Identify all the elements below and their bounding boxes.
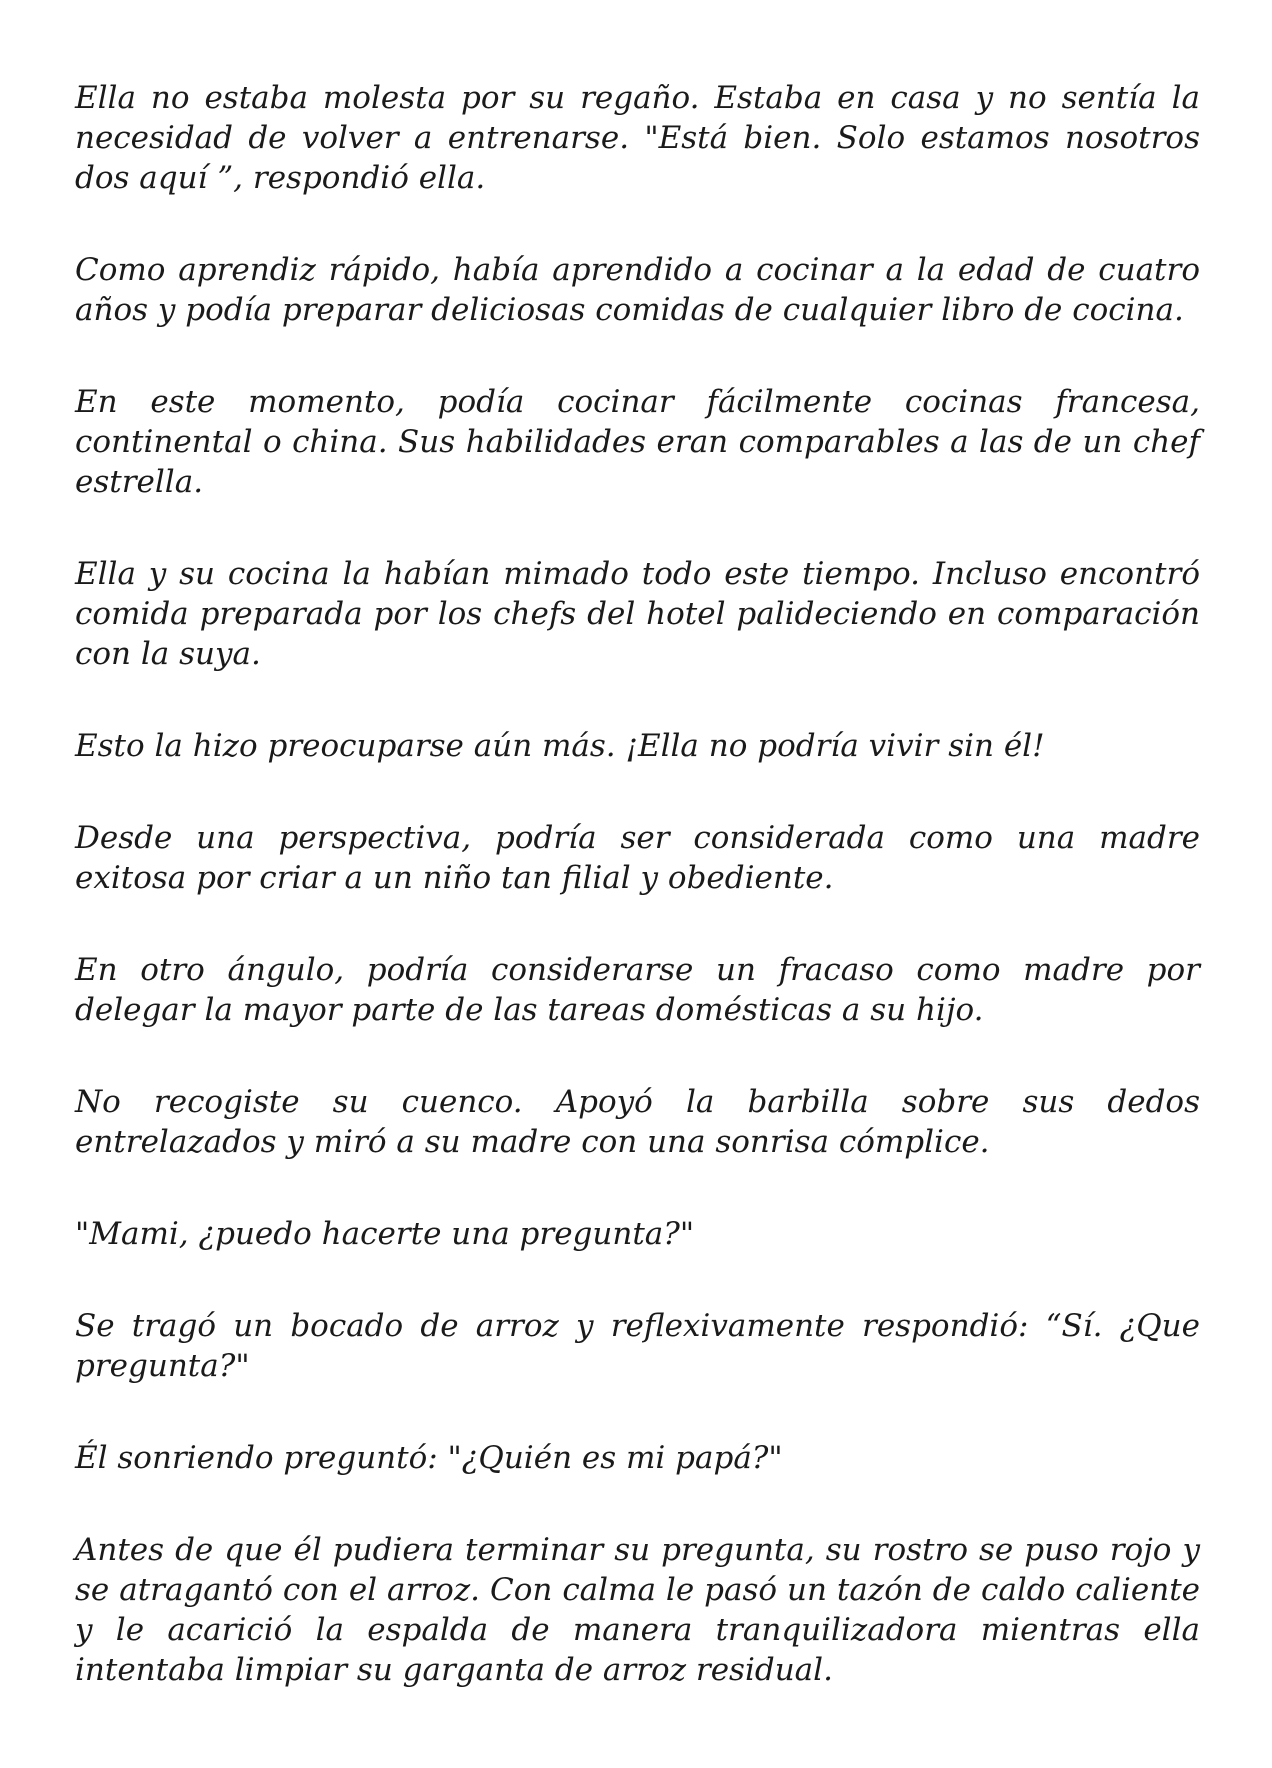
paragraph-11: Él sonriendo preguntó: "¿Quién es mi papá?": [75, 1440, 783, 1476]
paragraph-12: Antes de que él pudiera terminar su pregunta, su rostro se puso rojo y se atragantó con el arroz. Con calma le pasó un tazón de caldo caliente y le acarició la espalda de manera tranquilizadora mientras ella intentaba limpiar su garganta de arroz residual.: [75, 1532, 1200, 1688]
paragraph-7: En otro ángulo, podría considerarse un fracaso como madre por delegar la mayor parte de las tareas domésticas a su hijo.: [75, 952, 1200, 1028]
paragraph-1: Ella no estaba molesta por su regaño. Estaba en casa y no sentía la necesidad de volver a entrenarse. "Está bien. Solo estamos nosotros dos aquí ”, respondió ella.: [75, 80, 1200, 196]
paragraph-3: En este momento, podía cocinar fácilmente cocinas francesa, continental o china. Sus habilidades eran comparables a las de un chef estrella.: [75, 384, 1200, 500]
paragraph-4: Ella y su cocina la habían mimado todo este tiempo. Incluso encontró comida preparada por los chefs del hotel palideciendo en comparación con la suya.: [75, 556, 1200, 672]
paragraph-5: Esto la hizo preocuparse aún más. ¡Ella no podría vivir sin él!: [75, 728, 1045, 764]
paragraph-9: "Mami, ¿puedo hacerte una pregunta?": [75, 1216, 695, 1252]
paragraph-6: Desde una perspectiva, podría ser considerada como una madre exitosa por criar a un niño tan filial y obediente.: [75, 820, 1200, 896]
paragraph-10: Se tragó un bocado de arroz y reflexivamente respondió: “Sí. ¿Que pregunta?": [75, 1308, 1200, 1384]
paragraph-2: Como aprendiz rápido, había aprendido a cocinar a la edad de cuatro años y podía preparar deliciosas comidas de cualquier libro de cocina.: [75, 252, 1200, 328]
paragraph-8: No recogiste su cuenco. Apoyó la barbilla sobre sus dedos entrelazados y miró a su madre con una sonrisa cómplice.: [75, 1084, 1200, 1160]
